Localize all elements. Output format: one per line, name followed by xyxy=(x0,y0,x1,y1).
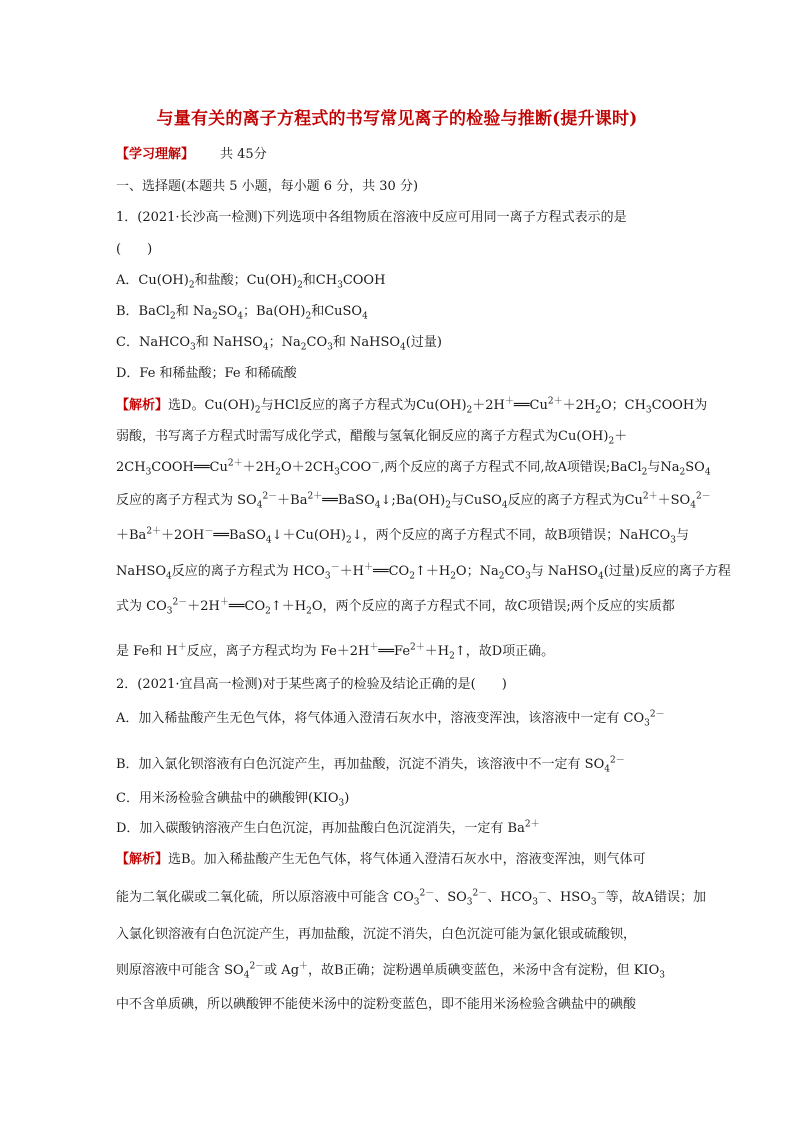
answer-2-tag: 【解析】 xyxy=(116,852,169,867)
answer-2-line-5: 中不含单质碘，所以碘酸钾不能使米汤中的淀粉变蓝色，即不能用米汤检验含碘盐中的碘酸 xyxy=(116,997,637,1012)
question-1-stem: 1．(2021·长沙高一检测)下列选项中各组物质在溶液中反应可用同一离子方程式表示的是 xyxy=(116,210,627,225)
question-2-option-b: B．加入氯化钡溶液有白色沉淀产生，再加盐酸，沉淀不消失，该溶液中不一定有 $SO_4^{2-}$ xyxy=(116,755,625,775)
question-1-option-a: A．$Cu(OH)_2$和盐酸；$Cu(OH)_2$和$CH_3COOH$ xyxy=(116,273,386,291)
answer-1-line-2: 弱酸，书写离子方程式时需写成化学式，醋酸与氢氧化铜反应的离子方程式为$Cu(OH)_2+$ xyxy=(116,429,628,447)
answer-1-line-8: 是 Fe和 H＋反应，离子方程式均为 $Fe+2H^+══Fe^{2+}+H_2↑$，故D项正确。 xyxy=(116,642,555,662)
answer-2-line-4: 则原溶液中可能含 $SO_4^{2-}$或 Ag＋，故B正确；淀粉遇单质碘变蓝色，米汤中含有淀粉，但 $KIO_3$ xyxy=(116,961,665,981)
answer-2-line-3: 入氯化钡溶液有白色沉淀产生，再加盐酸，沉淀不消失，白色沉淀可能为氯化银或硫酸钡， xyxy=(116,927,637,942)
answer-2-line-2: 能为二氧化碳或二氧化硫，所以原溶液中可能含 $CO_3^{2-}$、$SO_3^{2-}$、$HCO_3^-$、$HSO_3^-$等，故A错误；加 xyxy=(116,888,707,908)
answer-1-line-1: 【解析】选D。$Cu(OH)_2$与HCl反应的离子方程式为$Cu(OH)_2+2H^+══Cu^{2+}+2H_2O$；$CH_3COOH$为 xyxy=(116,396,708,416)
answer-1-line-3: $2CH_3COOH══Cu^{2+}+2H_2O+2CH_3COO^-$,两个反应的离子方程式不同,故A项错误;BaCl$_2$与$Na_2SO_4$ xyxy=(116,458,711,478)
question-1-option-b: B．BaCl$_2$和 $Na_2SO_4$；$Ba(OH)_2$和CuSO$_4$ xyxy=(116,304,368,322)
question-2-option-d: D．加入碳酸钠溶液产生白色沉淀，再加盐酸白色沉淀消失，一定有 $Ba^{2+}$ xyxy=(116,819,540,836)
question-2-option-c: C．用米汤检验含碘盐中的碘酸钾$(KIO_3)$ xyxy=(116,791,350,809)
question-2-stem: 2．(2021·宜昌高一检测)对于某些离子的检验及结论正确的是( ) xyxy=(116,677,507,692)
section-header xyxy=(116,146,684,164)
answer-2-line-1: 【解析】选B。加入稀盐酸产生无色气体，将气体通入澄清石灰水中，溶液变浑浊，则气体可 xyxy=(116,852,646,867)
section-score: 共 45分 xyxy=(220,147,267,162)
page-title: 与量有关的离子方程式的书写常见离子的检验与推断(提升课时) xyxy=(156,109,638,129)
answer-1-tag: 【解析】 xyxy=(116,398,169,413)
answer-1-line-5: $+Ba^{2+}+2OH^-══BaSO_4↓+Cu(OH)_2↓$，两个反应的离子方程式不同，故B项错误；NaHCO$_3$与 xyxy=(116,526,689,546)
answer-1-line-4: 反应的离子方程式为 $SO_4^{2-}+Ba^{2+}══BaSO_4↓;Ba(OH)_2$与CuSO$_4$反应的离子方程式为$Cu^{2+}+SO_4^{2-}$ xyxy=(116,491,711,511)
answer-1-line-7: 式为 $CO_3^{2-}+2H^+══CO_2↑+H_2O$，两个反应的离子方程式不同，故C项错误;两个反应的实质都 xyxy=(116,597,675,617)
part-heading: 一、选择题(本题共 5 小题，每小题 6 分，共 30 分) xyxy=(116,179,419,194)
question-1-option-c: C．NaHCO$_3$和 NaHSO$_4$；$Na_2CO_3$和 NaHSO$_4$(过量) xyxy=(116,335,442,353)
answer-1-line-6: NaHSO$_4$反应的离子方程式为 $HCO_3^-+H^+══CO_2↑+H_2O$；$Na_2CO_3$与 NaHSO$_4$(过量)反应的离子方程 xyxy=(116,562,731,582)
question-2-option-a: A．加入稀盐酸产生无色气体，将气体通入澄清石灰水中，溶液变浑浊，该溶液中一定有 $CO_3^{2-}$ xyxy=(116,709,665,729)
section-tag: 【学习理解】 xyxy=(116,147,195,162)
question-1-paren: ( ) xyxy=(116,242,153,257)
question-1-option-d: D．Fe 和稀盐酸；Fe 和稀硫酸 xyxy=(116,366,297,381)
